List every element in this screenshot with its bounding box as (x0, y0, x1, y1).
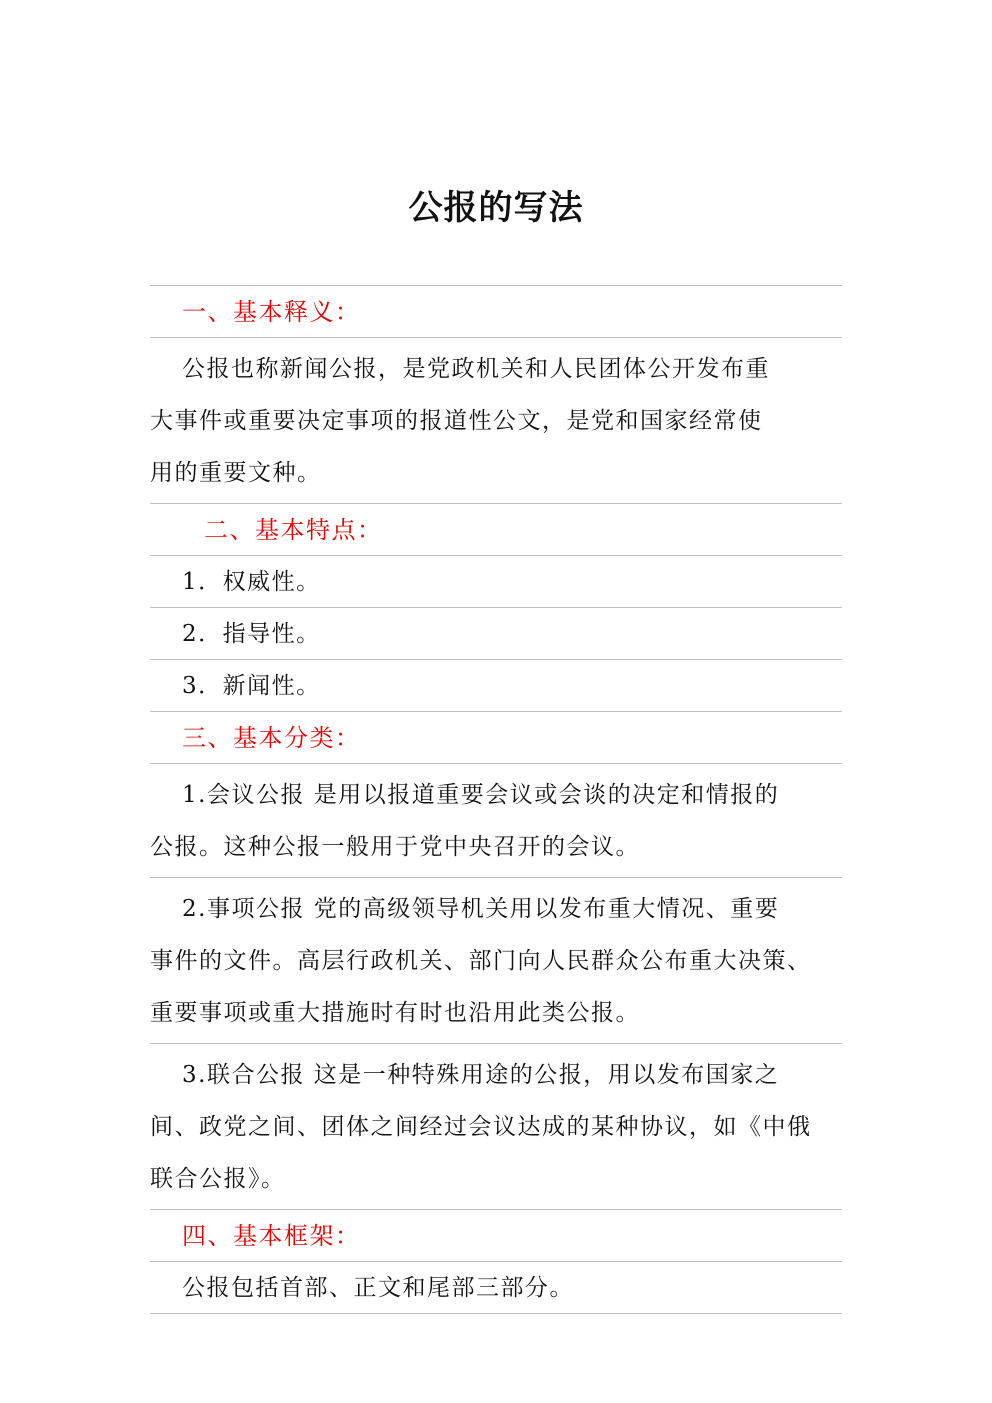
framework-paragraph: 公报包括首部、正文和尾部三部分。 (150, 1262, 842, 1314)
paragraph-line: 间、政党之间、团体之间经过会议达成的某种协议，如《中俄 (150, 1114, 812, 1140)
paragraph-line: 公报。这种公报一般用于党中央召开的会议。 (150, 834, 640, 860)
feature-item: 1．权威性。 (150, 556, 842, 608)
category-item-meeting (150, 764, 842, 878)
paragraph-line: 2.事项公报 党的高级领导机关用以发布重大情况、重要 (182, 896, 780, 922)
feature-item: 2．指导性。 (150, 608, 842, 660)
section-heading-features: 二、基本特点： (150, 504, 842, 556)
category-item-joint (150, 1044, 842, 1210)
paragraph-line: 重要事项或重大措施时有时也沿用此类公报。 (150, 1000, 640, 1026)
paragraph-line: 公报也称新闻公报，是党政机关和人民团体公开发布重 (182, 356, 770, 382)
section-heading-definition: 一、基本释义： (150, 286, 842, 338)
category-item-matter (150, 878, 842, 1044)
paragraph-line: 事件的文件。高层行政机关、部门向人民群众公布重大决策、 (150, 948, 812, 974)
paragraph-line: 用的重要文种。 (150, 460, 322, 486)
paragraph-line: 联合公报》。 (150, 1166, 286, 1192)
document-content (150, 285, 842, 1314)
paragraph-line: 1.会议公报 是用以报道重要会议或会谈的决定和情报的 (182, 782, 780, 808)
feature-item: 3．新闻性。 (150, 660, 842, 712)
paragraph-line: 3.联合公报 这是一种特殊用途的公报，用以发布国家之 (182, 1062, 780, 1088)
section-heading-categories: 三、基本分类： (150, 712, 842, 764)
definition-paragraph (150, 338, 842, 504)
page-title: 公报的写法 (408, 188, 584, 228)
section-heading-framework: 四、基本框架： (150, 1210, 842, 1262)
paragraph-line: 大事件或重要决定事项的报道性公文，是党和国家经常使 (150, 408, 763, 434)
